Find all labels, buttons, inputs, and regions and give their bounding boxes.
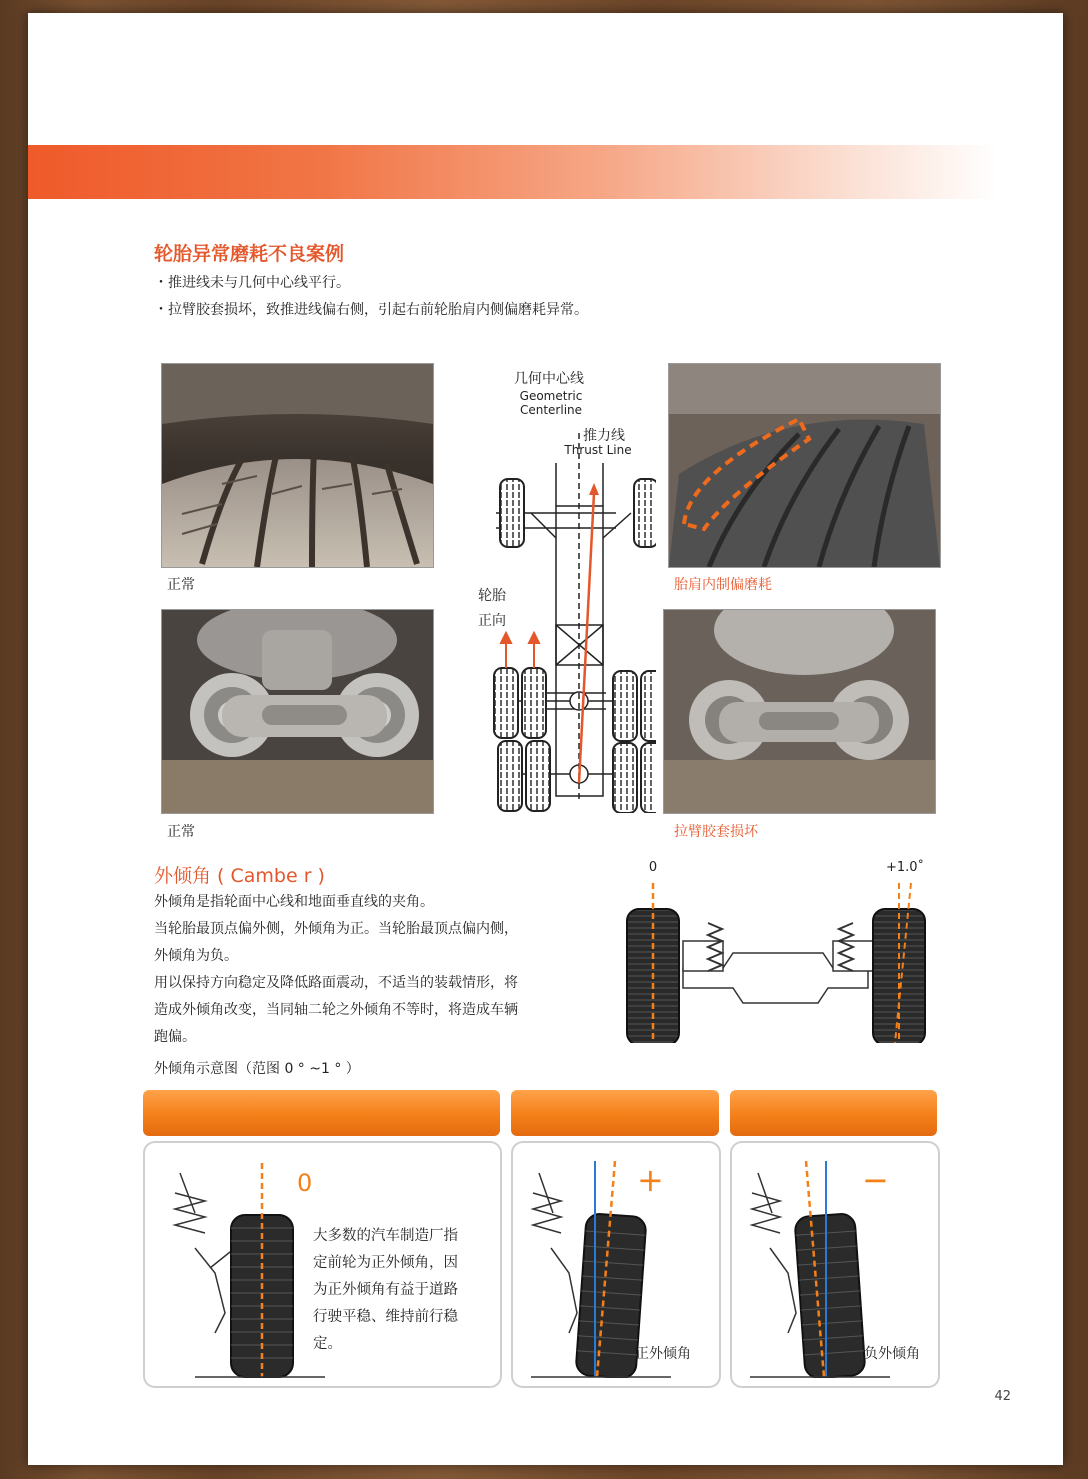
bullet-1: ・推进线未与几何中心线平行。 (154, 275, 350, 291)
camber-line-3c: 跑偏。 (154, 1029, 196, 1045)
caption-normal-bushing: 正常 (167, 824, 195, 840)
camber-line-2b: 外倾角为负。 (154, 948, 238, 964)
label-tire: 轮胎 (478, 588, 506, 604)
camber-line-3b: 造成外倾角改变，当同轴二轮之外倾角不等时，将造成车辆 (154, 1002, 518, 1018)
bullet-2: ・拉臂胶套损坏，致推进线偏右侧，引起右前轮胎肩内侧偏磨耗异常。 (154, 302, 588, 318)
panel-zero-text-line: 行驶平稳、维持前行稳 (313, 1309, 458, 1325)
camber-line-3a: 用以保持方向稳定及降低路面震动，不适当的装载情形，将 (154, 975, 518, 991)
label-thrust-en: Thrust Line (564, 443, 632, 457)
camber-scheme-title: 外倾角示意图（范图 0 ° ~1 ° ） (154, 1061, 360, 1077)
camber-description (154, 889, 604, 1051)
panel-positive-symbol: + (637, 1161, 664, 1199)
photo-normal-bushing (161, 609, 434, 814)
panel-negative-symbol: − (862, 1161, 889, 1199)
photo-damaged-bushing (663, 609, 936, 814)
section-title: 轮胎异常磨耗不良案例 (154, 243, 345, 265)
label-zero: 0 (648, 860, 658, 875)
caption-normal-tread: 正常 (167, 577, 195, 593)
panel-zero-symbol: 0 (297, 1169, 313, 1197)
caption-worn-tread: 胎肩内制偏磨耗 (674, 577, 772, 593)
camber-line-2a: 当轮胎最顶点偏外侧，外倾角为正。当轮胎最顶点偏内侧， (154, 921, 518, 937)
label-thrust-cn: 推力线 (583, 428, 625, 444)
thrust-line-diagram (456, 363, 656, 813)
panel-zero-text-line: 定。 (313, 1336, 342, 1352)
panel-zero-text-line: 为正外倾角有益于道路 (313, 1282, 458, 1298)
label-plus-one: +1.0˚ (885, 860, 925, 875)
panel-zero-text-line: 大多数的汽车制造厂指 (313, 1228, 458, 1244)
camber-line-1: 外倾角是指轮面中心线和地面垂直线的夹角。 (154, 894, 434, 910)
camber-panel-positive (511, 1141, 721, 1388)
panel-negative-label: 负外倾角 (864, 1346, 920, 1362)
header-band (28, 145, 998, 199)
label-geometric-en1: Geometric (519, 389, 583, 403)
photo-worn-tread (668, 363, 941, 568)
orange-bar-1 (143, 1090, 500, 1136)
panel-positive-label: 正外倾角 (635, 1346, 691, 1362)
photo-normal-tread (161, 363, 434, 568)
panel-zero-text-line: 定前轮为正外倾角，因 (313, 1255, 458, 1271)
orange-bar-2 (511, 1090, 719, 1136)
page (28, 13, 1063, 1465)
camber-panel-negative (730, 1141, 940, 1388)
axle-camber-diagram (613, 853, 933, 1043)
page-number: 42 (994, 1389, 1011, 1404)
camber-panel-zero (143, 1141, 502, 1388)
label-geometric-cn: 几何中心线 (514, 371, 584, 387)
label-forward: 正向 (478, 613, 506, 629)
orange-bar-3 (730, 1090, 937, 1136)
camber-title: 外倾角 ( Cambe r ) (154, 865, 325, 887)
label-geometric-en2: Centerline (519, 403, 583, 417)
caption-damaged-bushing: 拉臂胶套损坏 (674, 824, 758, 840)
panel-zero-text (313, 1223, 458, 1358)
